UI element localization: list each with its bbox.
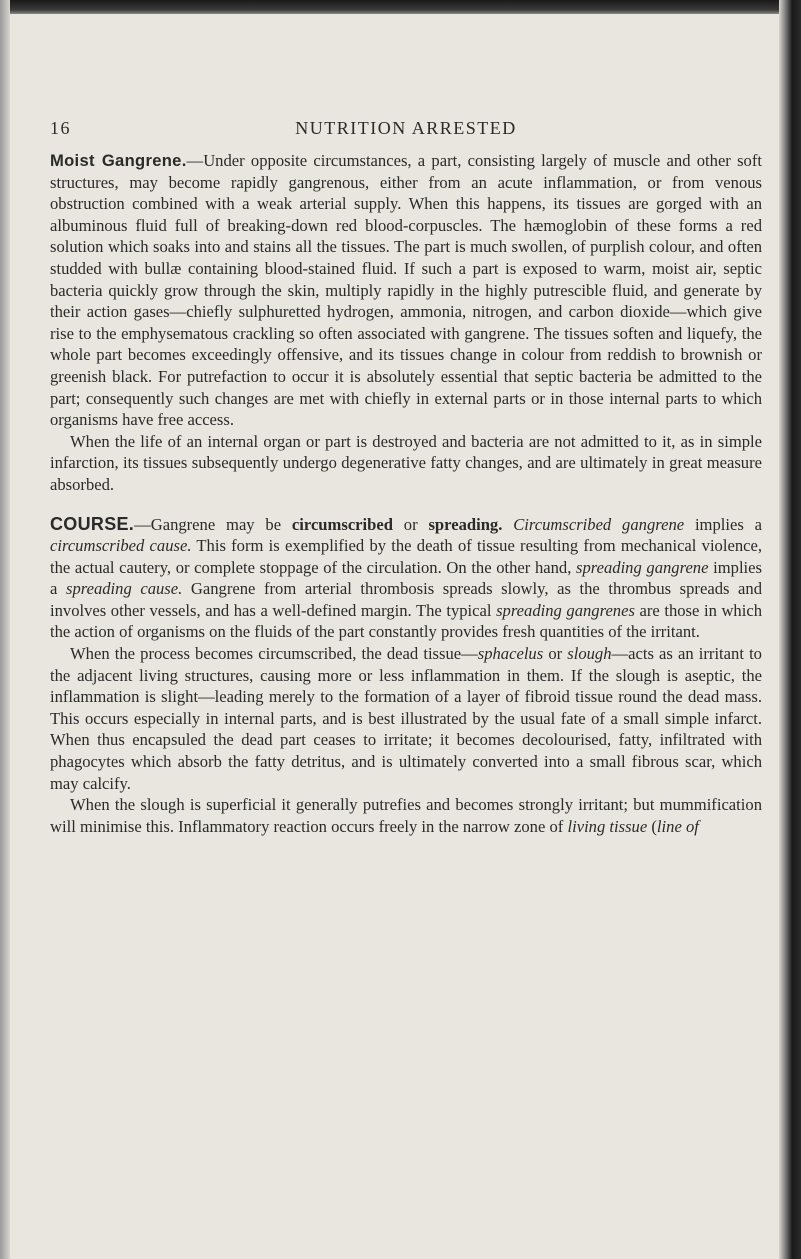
scan-right-edge bbox=[779, 0, 801, 1259]
paragraph-superficial-slough: When the slough is superficial it generally putrefies and becomes strongly irritant; but mummification will minimise this. Inflammatory reaction occurs freely in the narrow zone of living tissue (line of bbox=[50, 795, 762, 836]
paragraph-circumscribed-process: When the process becomes circumscribed, the dead tissue—sphacelus or slough—acts as an irritant to the adjacent living structures, causing more or less inflammation in them. If the slough is aseptic, the inflammation is slight—leading merely to the formation of a layer of fibroid tissue round the dead mass. This occurs especially in internal parts, and is best illustrated by the usual fate of a small simple infarct. When thus encapsuled the dead part ceases to irritate; it becomes decolourised, fatty, infiltrated with phagocytes which absorb the fatty detritus, and is ultimately converted into a small fibrous scar, which may calcify. bbox=[50, 644, 762, 793]
paragraph-moist-gangrene: Moist Gangrene.—Under opposite circumstances, a part, consisting largely of muscle and other soft structures, may become rapidly gangrenous, either from an acute inflammation, or from venous obstruction combined with a weak arterial supply. When this happens, its tissues are gorged with an albuminous fluid full of breaking-down red blood-corpuscles. The hæmoglobin of these forms a red solution which soaks into and stains all the tissues. The part is much swollen, of purplish colour, and often studded with bullæ containing blood-stained fluid. If such a part is exposed to warm, moist air, septic bacteria quickly grow through the skin, multiply rapidly in the highly putrescible fluid, and generate by their action gases—chiefly sulphuretted hydrogen, ammonia, nitrogen, and carbon dioxide—which give rise to the emphysematous crackling so often associated with gangrene. The tissues soften and liquefy, the whole part becomes exceedingly offensive, and its tissues change in colour from reddish to brownish or greenish black. For putrefaction to occur it is absolutely essential that septic bacteria be admitted to the part; consequently such changes are met with chiefly in external parts or in those internal parts to which organisms have free access. bbox=[50, 151, 762, 430]
term-sphacelus: sphacelus bbox=[477, 644, 544, 664]
term-circumscribed: circumscribed bbox=[291, 514, 393, 534]
paragraph-internal-organ: When the life of an internal organ or part is destroyed and bacteria are not admitted to it, as in simple infarction, its tissues subsequently undergo degenerative fatty changes, and are ultimately in great measure absorbed. bbox=[50, 431, 762, 494]
section-heading-course: COURSE. bbox=[50, 513, 135, 534]
term-spreading: spreading. bbox=[428, 514, 503, 534]
paragraph-course: COURSE.—Gangrene may be circumscribed or spreading. Circumscribed gangrene implies a circumscribed cause. This form is exemplified by the death of tissue resulting from mechanical violence, the actual cautery, or complete stoppage of the circulation. On the other hand, spreading gangrene implies a spreading cause. Gangrene from arterial thrombosis spreads slowly, as the thrombus spreads and involves other vessels, and has a well-defined margin. The typical spreading gangrenes are those in which the action of organisms on the fluids of the part constantly provides fresh quantities of the irritant. bbox=[50, 513, 763, 642]
running-title: NUTRITION ARRESTED bbox=[295, 118, 517, 138]
running-header bbox=[50, 118, 762, 144]
book-page bbox=[50, 30, 762, 1250]
scan-left-edge bbox=[0, 0, 10, 1259]
page-number: 16 bbox=[50, 118, 71, 138]
page-body bbox=[50, 150, 762, 837]
term-slough: slough bbox=[567, 644, 612, 664]
section-heading-moist-gangrene: Moist Gangrene. bbox=[50, 151, 187, 170]
scan-top-edge bbox=[0, 0, 801, 14]
